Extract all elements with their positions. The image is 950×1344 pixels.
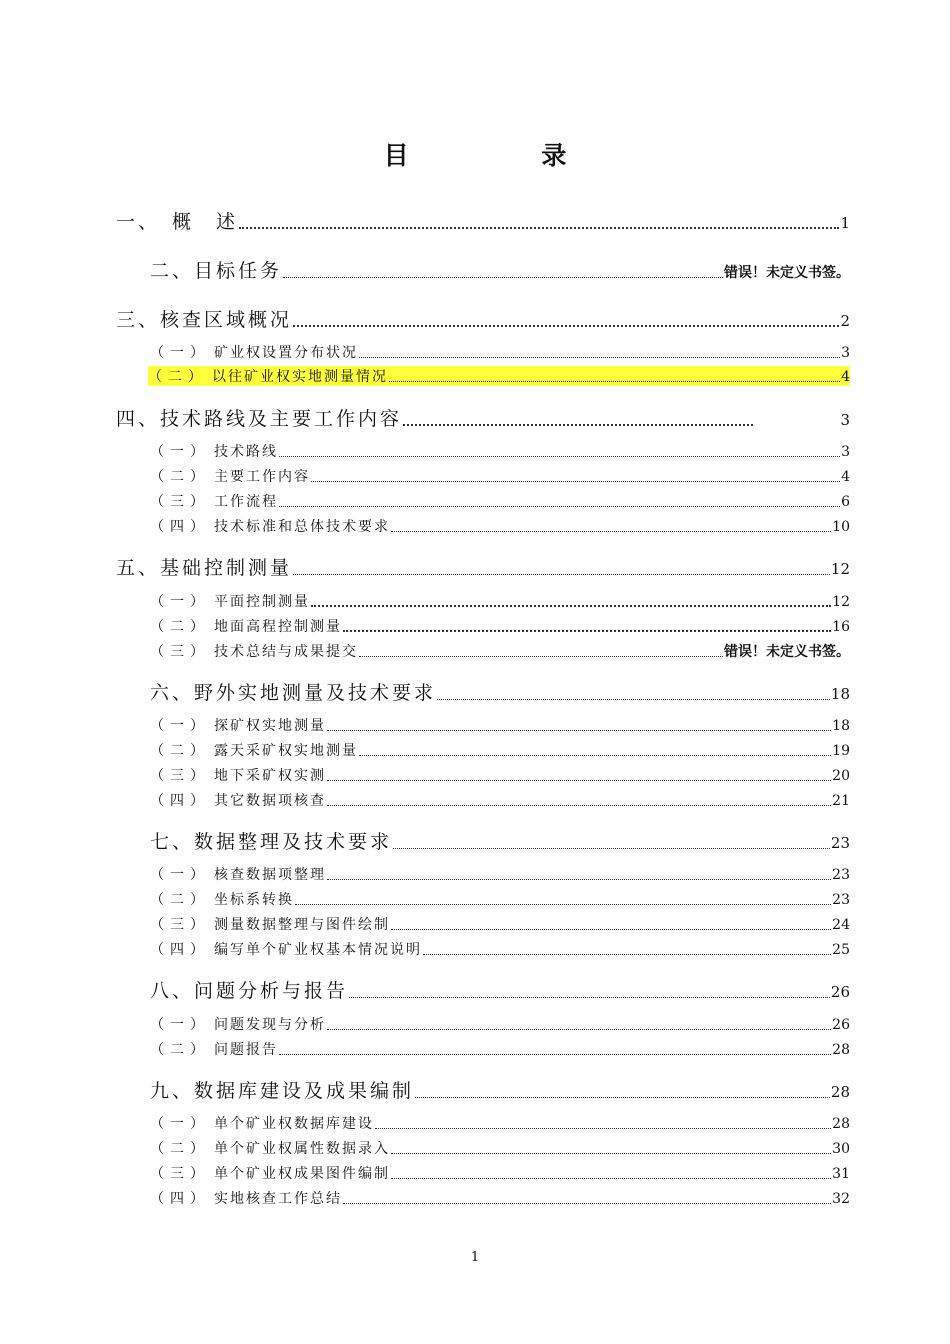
toc-entry-8-1[interactable]: （一） 问题发现与分析 26: [150, 1017, 850, 1033]
leader-dots: [239, 227, 839, 229]
toc-entry-6-1[interactable]: （一） 探矿权实地测量 18: [150, 718, 850, 734]
toc-entry-9[interactable]: 九、 数据库建设及成果编制 28: [150, 1080, 850, 1102]
toc-entry-5-1[interactable]: （一） 平面控制测量 12: [150, 594, 850, 610]
leader-dots: [359, 755, 831, 756]
leader-dots: [283, 277, 723, 278]
leader-dots: [359, 357, 840, 358]
leader-dots: [343, 1203, 831, 1204]
toc-entry-8[interactable]: 八、 问题分析与报告 26: [150, 980, 850, 1002]
leader-dots: [393, 848, 830, 849]
leader-dots: [349, 997, 830, 998]
leader-dots: [359, 656, 723, 657]
bookmark-error: 错误！未定义书签。: [724, 644, 850, 660]
leader-dots: [391, 929, 831, 930]
leader-dots: [343, 630, 831, 632]
toc-entry-7-2[interactable]: （二） 坐标系转换 23: [150, 892, 850, 908]
toc-entry-7-4[interactable]: （四） 编写单个矿业权基本情况说明 25: [150, 942, 850, 958]
leader-dots: [295, 904, 831, 905]
leader-dots: [311, 481, 840, 482]
toc-entry-9-2[interactable]: （二） 单个矿业权属性数据录入 30: [150, 1141, 850, 1157]
leader-dots: [423, 954, 831, 955]
leader-dots: [311, 605, 831, 607]
leader-dots: [327, 730, 831, 731]
toc-entry-1[interactable]: 一、 概 述 1: [116, 211, 850, 233]
leader-dots: [391, 531, 831, 532]
toc-entry-4[interactable]: 四、 技术路线及主要工作内容 3: [116, 408, 850, 430]
leader-dots: [327, 879, 831, 880]
leader-dots: [437, 699, 830, 700]
leader-dots: [389, 381, 840, 382]
leader-dots: [279, 456, 840, 457]
leader-dots: [327, 780, 831, 781]
leader-dots: [391, 1153, 831, 1154]
toc-entry-3[interactable]: 三、 核查区域概况 2: [116, 309, 850, 331]
toc-entry-9-4[interactable]: （四） 实地核查工作总结 32: [150, 1191, 850, 1207]
toc-entry-7[interactable]: 七、 数据整理及技术要求 23: [150, 831, 850, 853]
toc-entry-4-2[interactable]: （二） 主要工作内容 4: [150, 469, 850, 485]
toc-entry-7-1[interactable]: （一） 核查数据项整理 23: [150, 867, 850, 883]
toc-entry-6-2[interactable]: （二） 露天采矿权实地测量 19: [150, 743, 850, 759]
toc-entry-6[interactable]: 六、 野外实地测量及技术要求 18: [150, 682, 850, 704]
leader-dots: [403, 424, 753, 426]
toc-entry-3-1[interactable]: （一） 矿业权设置分布状况 3: [150, 345, 850, 361]
toc-entry-3-2-highlighted[interactable]: （二） 以往矿业权实地测量情况 4: [148, 366, 850, 386]
toc-entry-5[interactable]: 五、 基础控制测量 12: [116, 557, 850, 579]
toc-entry-4-4[interactable]: （四） 技术标准和总体技术要求 10: [150, 519, 850, 535]
toc-entry-9-3[interactable]: （三） 单个矿业权成果图件编制 31: [150, 1166, 850, 1182]
leader-dots: [293, 574, 830, 575]
toc-entry-4-3[interactable]: （三） 工作流程 6: [150, 494, 850, 510]
toc-entry-5-2[interactable]: （二） 地面高程控制测量 16: [150, 619, 850, 635]
page-number: 1: [470, 1250, 480, 1265]
toc-entry-9-1[interactable]: （一） 单个矿业权数据库建设 28: [150, 1116, 850, 1132]
leader-dots: [279, 506, 840, 507]
toc-entry-7-3[interactable]: （三） 测量数据整理与图件绘制 24: [150, 917, 850, 933]
leader-dots: [375, 1128, 831, 1129]
leader-dots: [279, 1054, 831, 1055]
toc-entry-4-1[interactable]: （一） 技术路线 3: [150, 444, 850, 460]
toc-entry-6-3[interactable]: （三） 地下采矿权实测 20: [150, 768, 850, 784]
leader-dots: [293, 325, 839, 327]
page-title: 目 录: [383, 141, 629, 170]
leader-dots: [327, 805, 831, 806]
leader-dots: [415, 1097, 830, 1098]
toc-entry-8-2[interactable]: （二） 问题报告 28: [150, 1042, 850, 1058]
toc-entry-6-4[interactable]: （四） 其它数据项核查 21: [150, 793, 850, 809]
leader-dots: [327, 1029, 831, 1030]
leader-dots: [391, 1178, 831, 1179]
toc-entry-5-3[interactable]: （三） 技术总结与成果提交 错误！未定义书签。: [150, 641, 850, 661]
bookmark-error: 错误！未定义书签。: [724, 265, 850, 281]
toc-entry-2[interactable]: 二、 目标任务 错误！未定义书签。: [150, 260, 850, 282]
